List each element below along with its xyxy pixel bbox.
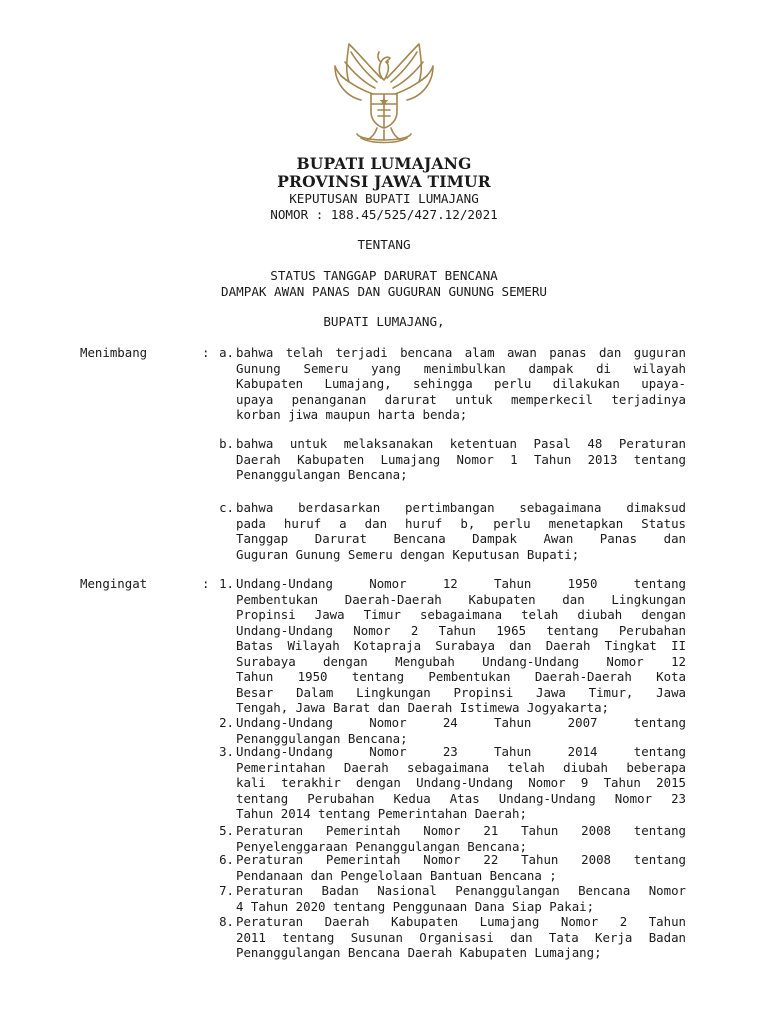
item-text (236, 345, 686, 423)
item-text-line: Guguran Gunung Semeru dengan Keputusan Bupati; (236, 546, 580, 562)
item-text (236, 823, 686, 854)
item-marker: 2. (219, 715, 234, 730)
item-text (236, 914, 686, 961)
item-text-line: bahwa untuk melaksanakan ketentuan Pasal 48 Peraturan (236, 436, 686, 451)
item-text-line: upaya penanganan darurat untuk memperkecil terjadinya (236, 391, 686, 407)
item-marker: 1. (219, 576, 234, 591)
item-text-line: Surabaya dengan Mengubah Undang-Undang Nomor 12 (236, 653, 686, 669)
item-text-line: Undang-Undang Nomor 12 Tahun 1950 tentang (236, 576, 686, 591)
item-marker: 5. (219, 823, 234, 838)
item-text-line: Penanggulangan Bencana; (236, 467, 408, 482)
item-text-line: tentang Perubahan Kedua Atas Undang-Undang Nomor 23 (236, 790, 686, 806)
item-text-line: Pemerintahan Daerah sebagaimana telah diubah beberapa (236, 759, 686, 775)
item-text-line: Penanggulangan Bencana; (236, 730, 408, 746)
item-text-line: Kabupaten Lumajang, sehingga perlu dilakukan upaya- (236, 376, 686, 391)
item-text-line: korban jiwa maupun harta benda; (236, 407, 468, 422)
item-text (236, 744, 686, 822)
item-text (236, 883, 686, 914)
item-text-line: bahwa telah terjadi bencana alam awan panas dan guguran (236, 345, 686, 360)
item-text-line: Tahun 2014 tentang Pemerintahan Daerah; (236, 806, 527, 821)
item-text-line: Batas Wilayah Kotapraja Surabaya dan Daerah Tingkat II (236, 638, 686, 653)
item-text-line: Gunung Semeru yang menimbulkan dampak di wilayah (236, 360, 686, 376)
item-marker: 8. (219, 914, 234, 929)
item-marker: 6. (219, 852, 234, 867)
item-marker: 3. (219, 744, 234, 759)
item-text (236, 500, 686, 562)
item-text (236, 436, 686, 483)
item-text-line: Pendanaan dan Pengelolaan Bantuan Bencana ; (236, 867, 557, 883)
mengingat-colon: : (202, 576, 210, 591)
item-text-line: bahwa berdasarkan pertimbangan sebagaimana dimaksud (236, 500, 686, 515)
item-marker: b. (219, 436, 234, 451)
item-marker: 7. (219, 883, 234, 898)
item-text-line: Undang-Undang Nomor 23 Tahun 2014 tentang (236, 744, 686, 759)
item-text-line: Penanggulangan Bencana Daerah Kabupaten Lumajang; (236, 945, 602, 960)
item-text-line: Peraturan Badan Nasional Penanggulangan Bencana Nomor (236, 883, 686, 898)
item-marker: c. (219, 500, 234, 515)
item-text-line: Besar Dalam Lingkungan Propinsi Jawa Timur, Jawa (236, 684, 686, 700)
item-text-line: pada huruf a dan huruf b, perlu menetapkan Status (236, 515, 686, 531)
item-text (236, 576, 686, 716)
menimbang-label: Menimbang (80, 345, 148, 360)
item-text-line: Undang-Undang Nomor 2 Tahun 1965 tentang Perubahan (236, 622, 686, 638)
item-text-line: Pembentukan Daerah-Daerah Kabupaten dan Lingkungan (236, 591, 686, 607)
item-text-line: Daerah Kabupaten Lumajang Nomor 1 Tahun 2013 tentang (236, 451, 686, 467)
decree-title: KEPUTUSAN BUPATI LUMAJANG (289, 191, 479, 206)
item-text-line: kali terakhir dengan Undang-Undang Nomor 9 Tahun 2015 (236, 775, 686, 790)
about-heading: TENTANG (357, 237, 411, 252)
subject-line-2: DAMPAK AWAN PANAS DAN GUGURAN GUNUNG SEMERU (220, 284, 548, 299)
item-text (236, 715, 686, 746)
item-text-line: Peraturan Daerah Kabupaten Lumajang Nomor 2 Tahun (236, 914, 686, 929)
item-text-line: Tengah, Jawa Barat dan Daerah Istimewa Jogyakarta; (236, 700, 609, 715)
mengingat-label: Mengingat (80, 576, 148, 591)
garuda-emblem-icon (331, 38, 437, 148)
item-text-line: Penyelenggaraan Penanggulangan Bencana; (236, 838, 527, 854)
item-text-line: Propinsi Jawa Timur sebagaimana telah diubah dengan (236, 607, 686, 622)
item-text-line: 4 Tahun 2020 tentang Penggunaan Dana Siap Pakai; (236, 898, 595, 914)
item-text-line: Peraturan Pemerintah Nomor 21 Tahun 2008 tentang (236, 823, 686, 838)
decree-number: NOMOR : 188.45/525/427.12/2021 (270, 207, 498, 222)
item-text-line: Tahun 1950 tentang Pembentukan Daerah-Daerah Kota (236, 669, 686, 684)
item-text-line: Undang-Undang Nomor 24 Tahun 2007 tentang (236, 715, 686, 730)
office-title: BUPATI LUMAJANG (296, 154, 472, 173)
item-text-line: Peraturan Pemerintah Nomor 22 Tahun 2008 tentang (236, 852, 686, 867)
item-text-line: Tanggap Darurat Bencana Dampak Awan Panas dan (236, 531, 686, 546)
subject-line-1: STATUS TANGGAP DARURAT BENCANA (270, 268, 498, 283)
item-text (236, 852, 686, 883)
item-marker: a. (219, 345, 234, 360)
authority-line: BUPATI LUMAJANG, (323, 314, 445, 329)
menimbang-colon: : (202, 345, 210, 360)
province-title: PROVINSI JAWA TIMUR (277, 172, 491, 191)
item-text-line: 2011 tentang Susunan Organisasi dan Tata Kerja Badan (236, 929, 686, 945)
